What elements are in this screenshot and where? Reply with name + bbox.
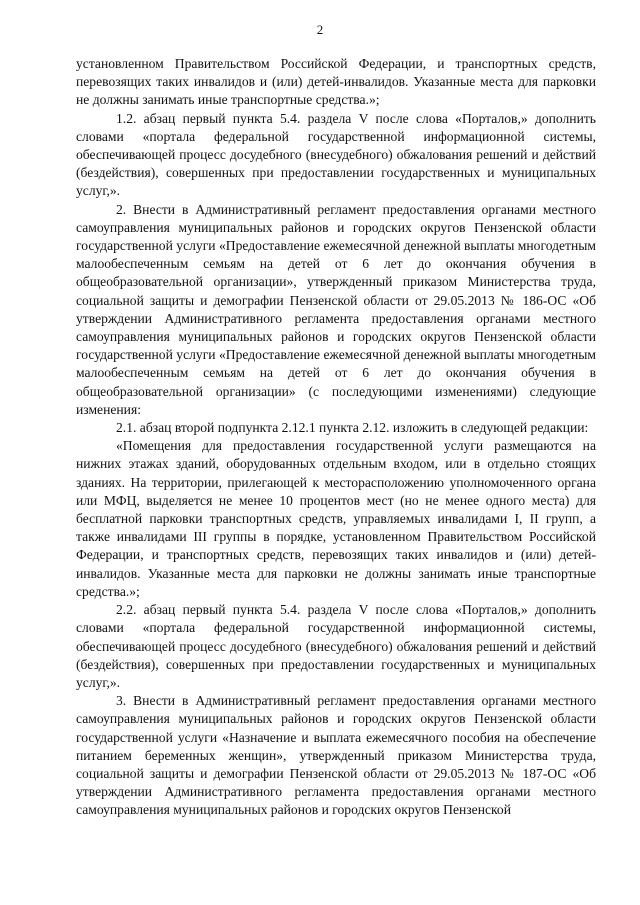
document-body [76, 55, 596, 820]
paragraph-quote: «Помещения для предоставления государственной услуги размещаются на нижних этажах зданий, оборудованных отдельным входом, или в отдельно стоящих зданиях. На территории, прилегающей к месторасположению уполномоченного органа или МФЦ, выделяется не менее 10 процентов мест (но не менее одного места) для бесплатной парковки транспортных средств, управляемых инвалидами I, II групп, а также инвалидами III группы в порядке, установленном Правительством Российской Федерации, и транспортных средств, перевозящих таких инвалидов и (или) детей-инвалидов. Указанные места для парковки не должны занимать иные транспортные средства.»; [76, 438, 596, 599]
page-number: 2 [316, 22, 324, 37]
paragraph-2-2: 2.2. абзац первый пункта 5.4. раздела V после слова «Порталов,» дополнить словами «портала федеральной государственной информационной системы, обеспечивающей процесс досудебного (внесудебного) обжалования решений и действий (бездействия), совершенных при предоставлении государственных и муниципальных услуг,». [76, 602, 596, 690]
paragraph-2-1: 2.1. абзац второй подпункта 2.12.1 пункта 2.12. изложить в следующей редакции: [116, 420, 589, 436]
paragraph-1-2: 1.2. абзац первый пункта 5.4. раздела V после слова «Порталов,» дополнить словами «портала федеральной государственной информационной системы, обеспечивающей процесс досудебного (внесудебного) обжалования решений и действий (бездействия), совершенных при предоставлении государственных и муниципальных услуг,». [76, 110, 596, 199]
paragraph-continuation: установленном Правительством Российской Федерации, и транспортных средств, перевозящих таких инвалидов и (или) детей-инвалидов. Указанные места для парковки не должны занимать иные транспортные средства.»; [76, 56, 596, 108]
paragraph-3: 3. Внести в Административный регламент предоставления органами местного самоуправления муниципальных районов и городских округов Пензенской области государственной услуги «Назначение и выплата ежемесячного пособия на обеспечение питанием беременных женщин», утвержденный приказом Министерства труда, социальной защиты и демографии Пензенской области от 29.05.2013 № 187-ОС «Об утверждении Административного регламента предоставления органами местного самоуправления муниципальных районов и городских округов Пензенской [76, 693, 596, 818]
paragraph-2: 2. Внести в Административный регламент предоставления органами местного самоуправления муниципальных районов и городских округов Пензенской области государственной услуги «Предоставление ежемесячной денежной выплаты многодетным малообеспеченным семьям на детей от 6 лет до окончания обучения в общеобразовательной организации», утвержденный приказом Министерства труда, социальной защиты и демографии Пензенской области от 29.05.2013 № 186-ОС «Об утверждении Административного регламента предоставления органами местного самоуправления муниципальных районов и городских округов Пензенской области государственной услуги «Предоставление ежемесячной денежной выплаты многодетным малообеспеченным семьям на детей от 6 лет до окончания обучения в общеобразовательной организации» (с последующими изменениями) следующие изменения: [76, 201, 596, 417]
